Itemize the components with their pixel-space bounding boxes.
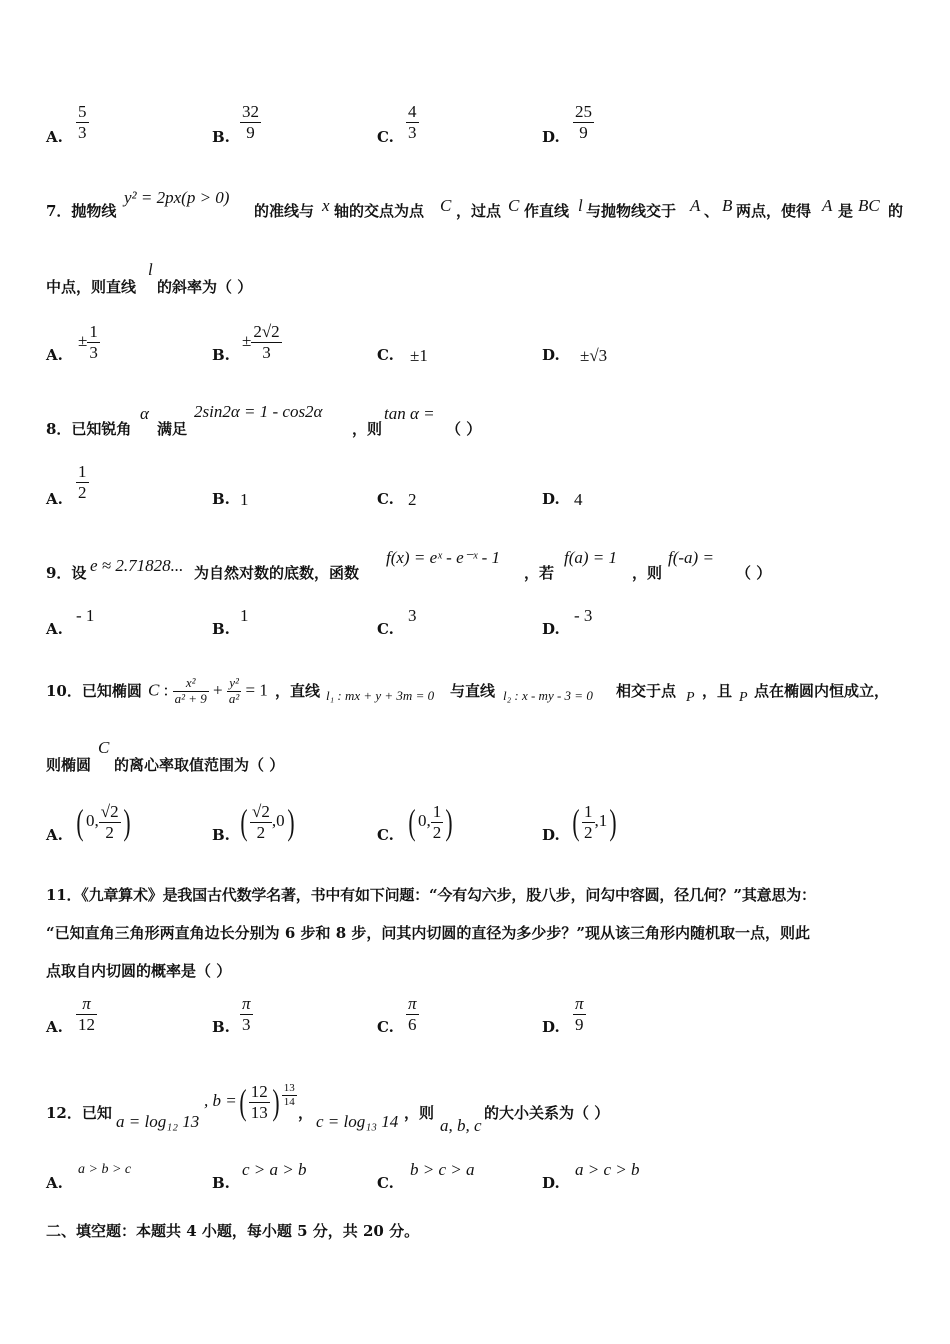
q6-option-c-value: $\frac{4}{3}$ [408, 102, 417, 142]
q10-var-p: P [686, 690, 695, 705]
q12-text-2: ， [298, 1104, 314, 1122]
q9-option-label-c: C. [377, 620, 394, 638]
q9-text-1: 9．设 [46, 564, 87, 582]
q7-var-b: B [722, 196, 733, 215]
q10-text-3: 与直线 [450, 682, 496, 700]
q10-text-1: 10．已知椭圆 [46, 682, 142, 700]
q6-option-d-value: $\frac{25}{9}$ [575, 102, 592, 142]
q9-option-label-b: B. [212, 620, 230, 638]
q7-text-7: 、 [704, 202, 720, 220]
q11-option-a-value: $\frac{\pi}{12}$ [78, 994, 95, 1034]
q7-text-12: 的斜率为（ ） [157, 278, 253, 296]
q8-text-4: （ ） [446, 420, 482, 438]
q11-option-label-d: D. [542, 1018, 560, 1036]
q9-fa-equation: f(a) = 1 [564, 548, 618, 567]
option-label-d: D. [542, 128, 560, 146]
q11-option-label-b: B. [212, 1018, 230, 1036]
q7-text-9: 是 [838, 202, 854, 220]
q8-option-label-d: D. [542, 490, 560, 508]
q11-option-label-a: A. [46, 1018, 63, 1036]
q11-line-1: 11．《九章算术》是我国古代数学名著，书中有如下问题：“今有勾六步，股八步，问勾中容圆，径几何？”其意思为： [46, 886, 816, 904]
q12-b-definition: , b =( $\frac{12}{13}$ ) $^{\frac{13}{14}}$ [204, 1082, 295, 1123]
q8-var-alpha: α [140, 404, 149, 423]
q9-option-label-a: A. [46, 620, 63, 638]
q9-text-2: 为自然对数的底数，函数 [194, 564, 360, 582]
q11-line-3: 点取自内切圆的概率是（ ） [46, 962, 232, 980]
q9-option-c-value: 3 [408, 606, 417, 625]
q10-text-4: 相交于点 [616, 682, 677, 700]
q10-text-8: 的离心率取值范围为（ ） [114, 756, 285, 774]
q9-f-neg-a: f(-a) = [668, 548, 714, 567]
q10-option-label-d: D. [542, 826, 560, 844]
q12-variables: a, b, c [440, 1116, 482, 1135]
q8-option-c-value: 2 [408, 490, 417, 509]
q7-var-l2: l [148, 260, 153, 279]
q12-option-label-a: A. [46, 1174, 63, 1192]
q7-var-c: C [440, 196, 452, 215]
q12-option-c-value: b > c > a [410, 1160, 475, 1179]
q12-text-1: 12．已知 [46, 1104, 112, 1122]
q8-tan-expression: tan α = [384, 404, 435, 423]
q7-parabola-formula: y² = 2px(p > 0) [124, 188, 230, 207]
q12-option-b-value: c > a > b [242, 1160, 307, 1179]
q10-var-c2: C [98, 738, 110, 757]
q10-line-l2: l₂ : x - my - 3 = 0 [503, 688, 593, 703]
q12-c-definition: c = log₁₃ 14 [316, 1112, 399, 1131]
q10-var-p2: P [739, 690, 748, 705]
q7-text-10: 的 [888, 202, 904, 220]
q6-option-b-value: $\frac{32}{9}$ [242, 102, 259, 142]
q9-option-b-value: 1 [240, 606, 249, 625]
q8-text-3: ，则 [352, 420, 383, 438]
option-label-b: B. [212, 128, 230, 146]
q10-option-b-value: ( $\frac{√2}{2}$ ,0) [240, 802, 295, 843]
q7-option-c-value: ±1 [410, 346, 428, 365]
q7-option-label-c: C. [377, 346, 394, 364]
q8-text-1: 8．已知锐角 [46, 420, 132, 438]
option-label-c: C. [377, 128, 394, 146]
q8-equation: 2sin2α = 1 - cos2α [194, 402, 323, 421]
q12-option-label-c: C. [377, 1174, 394, 1192]
q10-text-7: 则椭圆 [46, 756, 92, 774]
q12-text-3: ，则 [404, 1104, 435, 1122]
q9-option-label-d: D. [542, 620, 560, 638]
q7-option-label-a: A. [46, 346, 63, 364]
q8-option-b-value: 1 [240, 490, 249, 509]
q7-var-c2: C [508, 196, 520, 215]
q12-option-label-b: B. [212, 1174, 230, 1192]
q10-ellipse-name: C : $\frac{\text{x²}}{\text{a² + 9}}$ + $\frac{\text{y²}}{\text{a²}}$ = 1 [148, 675, 268, 706]
q10-text-5: ，且 [702, 682, 733, 700]
q10-option-label-c: C. [377, 826, 394, 844]
q9-text-3: ，若 [524, 564, 555, 582]
q10-line-l1: l₁ : mx + y + 3m = 0 [326, 688, 435, 703]
q9-option-d-value: - 3 [574, 606, 593, 625]
q9-text-5: （ ） [736, 564, 772, 582]
q9-function: f(x) = eˣ - e⁻ˣ - 1 [386, 548, 501, 567]
option-label-a: A. [46, 128, 63, 146]
q6-option-a-value: $\frac{5}{3}$ [78, 102, 87, 142]
q7-text-2: 的准线与 [254, 202, 315, 220]
q8-text-2: 满足 [157, 420, 188, 438]
q11-option-c-value: $\frac{\pi}{6}$ [408, 994, 417, 1034]
q11-option-label-c: C. [377, 1018, 394, 1036]
q7-text-6: 与抛物线交于 [586, 202, 677, 220]
q8-option-a-value: $\frac{1}{2}$ [78, 462, 87, 502]
q12-a-definition: a = log₁₂ 13 [116, 1112, 200, 1131]
q7-var-x: x [322, 196, 330, 215]
q7-var-a2: A [822, 196, 833, 215]
q9-e-value: e ≈ 2.71828... [90, 556, 184, 575]
q12-option-label-d: D. [542, 1174, 560, 1192]
q8-option-label-b: B. [212, 490, 230, 508]
q7-option-a-value: ± $\frac{1}{3}$ [78, 322, 98, 362]
q7-var-l: l [578, 196, 583, 215]
q7-option-b-value: ± $\frac{2√2}{3}$ [242, 322, 280, 362]
q7-text-4: ，过点 [456, 202, 502, 220]
q7-text-5: 作直线 [524, 202, 570, 220]
q7-var-bc: BC [858, 196, 880, 215]
q10-option-d-value: ( $\frac{1}{2}$ ,1) [572, 802, 617, 843]
q11-line-2: “已知直角三角形两直角边长分别为 6 步和 8 步，问其内切圆的直径为多少步？”现从该三角形内随机取一点，则此 [46, 924, 811, 942]
q10-text-6: 点在椭圆内恒成立， [754, 682, 890, 700]
q7-option-label-d: D. [542, 346, 560, 364]
q8-option-label-a: A. [46, 490, 63, 508]
q12-text-4: 的大小关系为（ ） [484, 1104, 610, 1122]
q11-option-b-value: $\frac{\pi}{3}$ [242, 994, 251, 1034]
q12-option-d-value: a > c > b [575, 1160, 640, 1179]
q9-text-4: ，则 [632, 564, 663, 582]
q10-option-a-value: ( 0, $\frac{√2}{2}$ ) [76, 802, 131, 843]
q10-option-label-a: A. [46, 826, 63, 844]
q8-option-label-c: C. [377, 490, 394, 508]
q10-option-c-value: ( 0, $\frac{1}{2}$ ) [408, 802, 453, 843]
q10-text-2: ，直线 [275, 682, 321, 700]
q7-option-d-value: ±√3 [580, 346, 608, 365]
q8-option-d-value: 4 [574, 490, 583, 509]
q12-option-a-value: a > b > c [78, 1162, 132, 1177]
q7-text-1: 7．抛物线 [46, 202, 117, 220]
q10-option-label-b: B. [212, 826, 230, 844]
q7-option-label-b: B. [212, 346, 230, 364]
q11-option-d-value: $\frac{\pi}{9}$ [575, 994, 584, 1034]
q7-text-3: 轴的交点为点 [334, 202, 425, 220]
q9-option-a-value: - 1 [76, 606, 95, 625]
q7-text-8: 两点，使得 [736, 202, 812, 220]
q7-var-a: A [690, 196, 701, 215]
q7-text-11: 中点，则直线 [46, 278, 137, 296]
section-2-heading: 二、填空题：本题共 4 小题，每小题 5 分，共 20 分。 [46, 1222, 420, 1240]
